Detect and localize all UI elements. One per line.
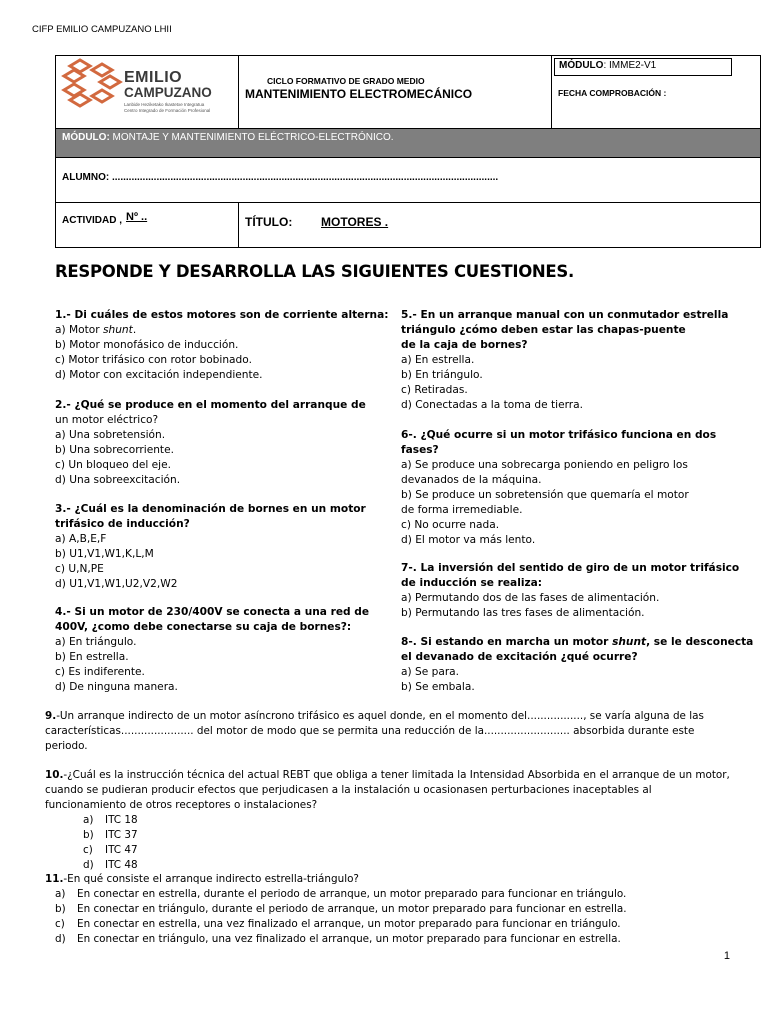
option-letter: d) (55, 933, 66, 945)
question-11-option-b (45, 902, 745, 917)
question-10-line2: cuando se pudieran producir efectos que perjudicasen a la instalación u ocasionasen perturbaciones inaceptables al (45, 784, 652, 796)
option-text: En conectar en triángulo, una vez finalizado el arranque, un motor preparado para funcionar en estrella. (77, 933, 621, 945)
question-7-text-cont: de inducción se realiza: (401, 577, 543, 589)
option-text: ITC 37 (105, 829, 138, 841)
module-row (56, 129, 761, 158)
option-letter: a) (83, 814, 94, 826)
question-1-option-a: a) Motor shunt. (55, 324, 137, 336)
question-1-text: 1.- Di cuáles de estos motores son de corriente alterna: (55, 309, 389, 321)
question-6 (401, 428, 741, 548)
question-11-number: 11. (45, 873, 64, 885)
question-1-option-d: d) Motor con excitación independiente. (55, 369, 263, 381)
question-8-text: 8-. Si estando en marcha un motor shunt, se le desconecta (401, 636, 754, 648)
check-date-label: FECHA COMPROBACIÓN : (558, 88, 667, 98)
activity-number: Nº .. (126, 211, 148, 223)
question-9-line2: características...................... del motor de modo que se permita una reducción de la.......................... absorbida durante este (45, 725, 695, 737)
question-11-line1: -En qué consiste el arranque indirecto estrella-triángulo? (63, 873, 359, 885)
option-letter: c) (83, 844, 93, 856)
question-2-option-c: c) Un bloqueo del eje. (55, 459, 172, 471)
question-3-text-cont: trifásico de inducción? (55, 518, 190, 530)
question-8-option-a: a) Se para. (401, 666, 460, 678)
question-11-option-d (45, 932, 745, 947)
question-10-option-d (45, 858, 745, 873)
logo-cell (56, 56, 239, 129)
question-6-text: 6-. ¿Qué ocurre si un motor trifásico funciona en dos (401, 429, 717, 441)
option-letter: c) (55, 918, 65, 930)
question-4-text: 4.- Si un motor de 230/400V se conecta a una red de (55, 606, 370, 618)
question-7 (401, 561, 741, 621)
option-text: En conectar en triángulo, durante el periodo de arranque, un motor preparado para funcionar en estrella. (77, 903, 627, 915)
header-table (55, 55, 761, 248)
question-3-text: 3.- ¿Cuál es la denominación de bornes en un motor (55, 503, 366, 515)
question-5-option-b: b) En triángulo. (401, 369, 483, 381)
program-cell (239, 56, 552, 129)
question-10-line3: funcionamiento de otros receptores o instalaciones? (45, 799, 318, 811)
question-4-option-d: d) De ninguna manera. (55, 681, 178, 693)
question-10 (45, 768, 745, 873)
question-4-text-cont: 400V, ¿como debe conectarse su caja de bornes?: (55, 621, 352, 633)
question-3-option-d: d) U1,V1,W1,U2,V2,W2 (55, 578, 178, 590)
module-label: MÓDULO: (62, 132, 110, 143)
module-value: MONTAJE Y MANTENIMIENTO ELÉCTRICO-ELECTRÓNICO. (109, 132, 394, 143)
question-5-text-cont2: de la caja de bornes? (401, 339, 528, 351)
question-1-option-b: b) Motor monofásico de inducción. (55, 339, 239, 351)
module-code-cell (552, 56, 761, 129)
question-4-option-b: b) En estrella. (55, 651, 129, 663)
question-4 (55, 605, 395, 695)
question-5-option-a: a) En estrella. (401, 354, 475, 366)
option-letter: b) (55, 903, 66, 915)
question-10-line1: -¿Cuál es la instrucción técnica del actual REBT que obliga a tener limitada la Intensidad Absorbida en el arranque de un motor, (63, 769, 730, 781)
activity-cell (56, 203, 239, 248)
title-value: MOTORES . (321, 215, 389, 229)
module-code-box (554, 58, 732, 76)
question-10-number: 10. (45, 769, 64, 781)
question-6-option-a-cont: devanados de la máquina. (401, 474, 542, 486)
question-11 (45, 872, 745, 947)
question-2 (55, 398, 395, 488)
question-2-option-a: a) Una sobretensión. (55, 429, 166, 441)
school-logo (56, 56, 236, 128)
logo-name-line2: CAMPUZANO (124, 85, 212, 100)
question-6-text-cont: fases? (401, 444, 439, 456)
question-11-option-c (45, 917, 745, 932)
question-2-text: 2.- ¿Qué se produce en el momento del arranque de (55, 399, 366, 411)
question-7-text: 7-. La inversión del sentido de giro de un motor trifásico (401, 562, 740, 574)
page-title: RESPONDE Y DESARROLLA LAS SIGUIENTES CUESTIONES. (55, 262, 574, 281)
question-2-text-cont: un motor eléctrico? (55, 414, 159, 426)
question-10-option-a (45, 813, 745, 828)
question-8 (401, 635, 754, 695)
question-10-option-b (45, 828, 745, 843)
option-letter: b) (83, 829, 94, 841)
question-4-option-c: c) Es indiferente. (55, 666, 145, 678)
question-5-option-d: d) Conectadas a la toma de tierra. (401, 399, 583, 411)
question-5-option-c: c) Retiradas. (401, 384, 468, 396)
program-name: MANTENIMIENTO ELECTROMECÁNICO (245, 87, 473, 101)
question-1 (55, 308, 395, 383)
question-5-text: 5.- En un arranque manual con un conmutador estrella (401, 309, 729, 321)
logo-name-line1: EMILIO (124, 69, 183, 86)
logo-tagline2: Centro Integrado de Formación Profesional (124, 108, 211, 113)
question-11-option-a (45, 887, 745, 902)
question-5-text-cont: triángulo ¿cómo deben estar las chapas-puente (401, 324, 686, 336)
question-4-option-a: a) En triángulo. (55, 636, 137, 648)
question-3-option-b: b) U1,V1,W1,K,L,M (55, 548, 154, 560)
question-9-line1: -Un arranque indirecto de un motor asíncrono trifásico es aquel donde, en el momento del................., se varía alguna de las (56, 710, 704, 722)
question-6-option-c: c) No ocurre nada. (401, 519, 500, 531)
activity-label: ACTIVIDAD , (62, 215, 122, 226)
question-3-option-c: c) U,N,PE (55, 563, 104, 575)
option-letter: d) (83, 859, 94, 871)
option-text: ITC 18 (105, 814, 138, 826)
question-3 (55, 502, 395, 592)
option-text: En conectar en estrella, durante el periodo de arranque, un motor preparado para funcionar en triángulo. (77, 888, 627, 900)
ciclo-label: CICLO FORMATIVO DE GRADO MEDIO (267, 76, 425, 86)
question-3-option-a: a) A,B,E,F (55, 533, 107, 545)
question-6-option-a: a) Se produce una sobrecarga poniendo en peligro los (401, 459, 688, 471)
question-6-option-b: b) Se produce un sobretensión que quemaría el motor (401, 489, 689, 501)
question-6-option-d: d) El motor va más lento. (401, 534, 536, 546)
logo-tagline1: Lanbide Heziketako Ikastetxe Integratua (124, 102, 205, 107)
title-cell (239, 203, 761, 248)
page-number: 1 (723, 950, 730, 962)
question-9 (45, 709, 745, 754)
option-text: ITC 48 (105, 859, 138, 871)
institution-header: CIFP EMILIO CAMPUZANO LHII (32, 24, 172, 35)
question-2-option-b: b) Una sobrecorriente. (55, 444, 174, 456)
question-8-text-cont: el devanado de excitación ¿qué ocurre? (401, 651, 638, 663)
question-1-option-c: c) Motor trifásico con rotor bobinado. (55, 354, 252, 366)
question-2-option-d: d) Una sobreexcitación. (55, 474, 181, 486)
module-code-value: : IMME2-V1 (603, 60, 657, 71)
option-letter: a) (55, 888, 66, 900)
option-text: En conectar en estrella, una vez finalizado el arranque, un motor preparado para funcionar en triángulo. (77, 918, 621, 930)
question-9-number: 9. (45, 710, 57, 722)
question-5 (401, 308, 741, 413)
question-9-line3: periodo. (45, 740, 88, 752)
question-6-option-b-cont: de forma irremediable. (401, 504, 523, 516)
module-code-label: MÓDULO (559, 60, 604, 71)
question-8-option-b: b) Se embala. (401, 681, 475, 693)
option-text: ITC 47 (105, 844, 138, 856)
question-7-option-a: a) Permutando dos de las fases de alimentación. (401, 592, 660, 604)
question-10-option-c (45, 843, 745, 858)
title-label: TÍTULO: (245, 215, 293, 229)
student-field: ALUMNO: ........................................................................................................................................... (56, 158, 761, 203)
question-7-option-b: b) Permutando las tres fases de alimentación. (401, 607, 645, 619)
